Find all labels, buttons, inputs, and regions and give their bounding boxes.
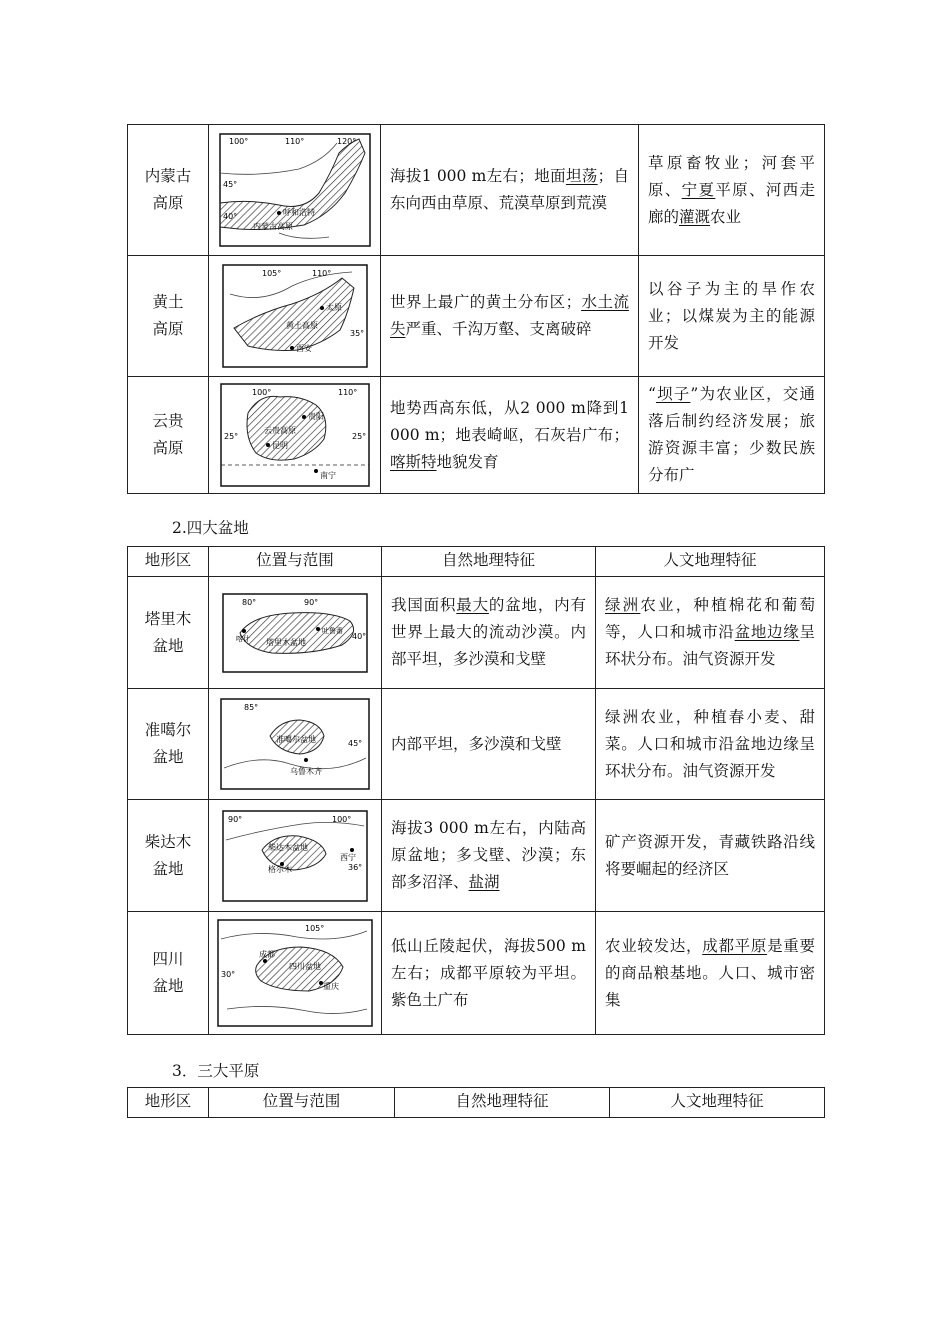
svg-text:乌鲁木齐: 乌鲁木齐 <box>290 767 322 776</box>
svg-text:重庆: 重庆 <box>323 982 339 991</box>
table-row <box>128 256 825 377</box>
underlined-term: 喀斯特 <box>390 452 437 471</box>
region-map <box>209 256 381 377</box>
svg-text:100°: 100° <box>228 137 248 146</box>
text-segment: 草原畜牧业；河套平原、 <box>648 153 815 199</box>
loess-plateau-map <box>222 264 368 368</box>
svg-text:呼和浩特: 呼和浩特 <box>282 208 315 217</box>
svg-text:太原: 太原 <box>325 303 342 312</box>
natural-features <box>382 912 596 1035</box>
table-header <box>128 1088 825 1118</box>
region-map <box>209 377 381 494</box>
human-features <box>596 912 825 1035</box>
underlined-term: 盆地边缘 <box>734 623 800 641</box>
text-segment: 严重、千沟万壑、支离破碎 <box>405 320 592 338</box>
svg-text:30°: 30° <box>221 970 236 979</box>
text-segment: 是重要的商品粮基地。人口、城市密集 <box>605 936 815 1009</box>
svg-text:105°: 105° <box>305 924 325 933</box>
table-row <box>128 689 825 800</box>
region-name: 柴达木 盆地 <box>128 800 209 912</box>
region-name: 四川 盆地 <box>128 912 209 1035</box>
svg-text:四川盆地: 四川盆地 <box>289 962 321 971</box>
sichuan-basin-map <box>217 919 373 1027</box>
natural-features <box>381 256 639 377</box>
svg-text:85°: 85° <box>244 703 259 712</box>
svg-text:准噶尔盆地: 准噶尔盆地 <box>276 735 316 744</box>
human-features <box>639 125 825 256</box>
text-segment: 世界上最广的黄土分布区； <box>390 293 582 311</box>
svg-text:塔里木盆地: 塔里木盆地 <box>266 637 306 647</box>
svg-text:25°: 25° <box>223 432 238 441</box>
inner-mongolia-map <box>219 133 371 247</box>
col-header: 地形区 <box>128 1088 209 1118</box>
svg-text:90°: 90° <box>304 597 319 607</box>
text-segment: 的盆地，内有世界上最大的流动沙漠。内部平坦，多沙漠和戈壁 <box>391 596 586 668</box>
text-segment: 低山丘陵起伏，海拔500 m左右；成都平原较为平坦。紫色土广布 <box>391 936 586 1009</box>
human-features <box>596 689 825 800</box>
svg-text:昆明: 昆明 <box>271 441 288 450</box>
region-map <box>209 800 382 912</box>
human-features <box>596 577 825 689</box>
basin-table <box>127 546 825 1035</box>
svg-text:35°: 35° <box>349 329 364 338</box>
human-features <box>596 800 825 912</box>
svg-text:110°: 110° <box>337 388 357 397</box>
svg-text:黄土高原: 黄土高原 <box>285 321 318 330</box>
text-segment: 农业，种植棉花和葡萄等，人口和城市沿 <box>605 596 815 641</box>
svg-text:36°: 36° <box>348 862 363 872</box>
svg-text:100°: 100° <box>251 388 271 397</box>
svg-text:南宁: 南宁 <box>319 471 336 480</box>
natural-features <box>382 689 596 800</box>
table-row <box>128 800 825 912</box>
svg-text:西宁: 西宁 <box>340 852 356 862</box>
svg-text:成都: 成都 <box>259 950 275 959</box>
underlined-term: 宁夏 <box>681 180 716 199</box>
text-segment: ”为农业区，交通落后制约经济发展；旅游资源丰富；少数民族分布广 <box>648 385 815 484</box>
col-header: 自然地理特征 <box>395 1088 610 1118</box>
text-segment: 内部平坦，多沙漠和戈壁 <box>391 734 562 753</box>
natural-features <box>382 577 596 689</box>
natural-features <box>382 800 596 912</box>
region-name: 黄土 高原 <box>128 256 209 377</box>
underlined-term: 成都平原 <box>702 936 768 955</box>
svg-text:内蒙古高原: 内蒙古高原 <box>252 222 293 231</box>
svg-text:柴达木盆地: 柴达木盆地 <box>268 842 308 852</box>
text-segment: 平原、河西走廊的 <box>648 180 815 226</box>
underlined-term: 最大 <box>456 596 489 614</box>
region-name: 内蒙古 高原 <box>128 125 209 256</box>
section-3-title: 3．三大平原 <box>172 1062 260 1080</box>
svg-text:贵阳: 贵阳 <box>307 412 324 421</box>
region-name: 云贵 高原 <box>128 377 209 494</box>
yungui-plateau-map <box>220 383 370 487</box>
svg-text:云贵高原: 云贵高原 <box>263 426 296 435</box>
text-segment: 地势西高东低，从2 000 m降到1 000 m；地表崎岖，石灰岩广布； <box>390 398 629 444</box>
underlined-term: 灌溉 <box>679 207 711 226</box>
svg-text:80°: 80° <box>242 597 257 607</box>
svg-text:西安: 西安 <box>295 344 312 353</box>
text-segment: 农业 <box>710 207 742 226</box>
text-segment: “ <box>648 385 656 403</box>
section-2-title: 2.四大盆地 <box>172 519 249 537</box>
region-name: 准噶尔 盆地 <box>128 689 209 800</box>
svg-text:吐鲁番: 吐鲁番 <box>322 626 343 635</box>
underlined-term: 水土流失 <box>390 293 629 338</box>
natural-features <box>381 125 639 256</box>
svg-text:105°: 105° <box>261 269 281 278</box>
natural-features <box>381 377 639 494</box>
region-map <box>209 689 382 800</box>
svg-text:40°: 40° <box>222 212 237 221</box>
svg-text:45°: 45° <box>222 180 237 189</box>
svg-text:45°: 45° <box>348 739 363 748</box>
text-segment: 呈环状分布。油气资源开发 <box>605 623 815 668</box>
tarim-basin-map <box>222 593 368 673</box>
text-segment: 农业较发达， <box>605 936 703 955</box>
svg-text:120°: 120° <box>336 137 356 146</box>
text-segment: 地貌发育 <box>436 452 499 471</box>
human-features <box>639 377 825 494</box>
text-segment: 我国面积 <box>391 596 457 614</box>
svg-text:90°: 90° <box>228 814 243 824</box>
svg-text:110°: 110° <box>284 137 304 146</box>
svg-text:25°: 25° <box>351 432 366 441</box>
junggar-basin-map <box>220 698 370 790</box>
col-header: 人文地理特征 <box>596 547 825 577</box>
table-row <box>128 912 825 1035</box>
col-header: 位置与范围 <box>209 1088 395 1118</box>
col-header: 人文地理特征 <box>610 1088 825 1118</box>
svg-text:110°: 110° <box>311 269 331 278</box>
text-segment: 海拔1 000 m左右；地面 <box>390 167 566 185</box>
plain-table <box>127 1087 825 1118</box>
svg-text:40°: 40° <box>352 631 367 641</box>
region-map <box>209 912 382 1035</box>
region-name: 塔里木 盆地 <box>128 577 209 689</box>
text-segment: 以谷子为主的旱作农业；以煤炭为主的能源开发 <box>648 279 815 352</box>
underlined-term: 坝子 <box>655 385 691 403</box>
col-header: 自然地理特征 <box>382 547 596 577</box>
region-map <box>209 125 381 256</box>
svg-text:格尔木: 格尔木 <box>268 864 292 874</box>
underlined-term: 盐湖 <box>468 873 500 891</box>
text-segment: 矿产资源开发，青藏铁路沿线将要崛起的经济区 <box>605 832 815 878</box>
table-header <box>128 547 825 577</box>
svg-text:喀什: 喀什 <box>236 634 250 643</box>
human-features <box>639 256 825 377</box>
text-segment: 海拔3 000 m左右，内陆高原盆地；多戈壁、沙漠；东部多沼泽、 <box>391 819 586 891</box>
col-header: 位置与范围 <box>209 547 382 577</box>
qaidam-basin-map <box>222 810 368 902</box>
underlined-term: 坦荡 <box>565 167 598 185</box>
plateau-table <box>127 124 825 494</box>
text-segment: ；自东向西由草原、荒漠草原到荒漠 <box>390 167 629 212</box>
underlined-term: 绿洲 <box>605 596 641 614</box>
text-segment: 绿洲农业，种植春小麦、甜菜。人口和城市沿盆地边缘呈环状分布。油气资源开发 <box>605 707 815 780</box>
table-row <box>128 125 825 256</box>
svg-text:100°: 100° <box>332 814 352 824</box>
col-header: 地形区 <box>128 547 209 577</box>
region-map <box>209 577 382 689</box>
table-row <box>128 377 825 494</box>
table-row <box>128 577 825 689</box>
